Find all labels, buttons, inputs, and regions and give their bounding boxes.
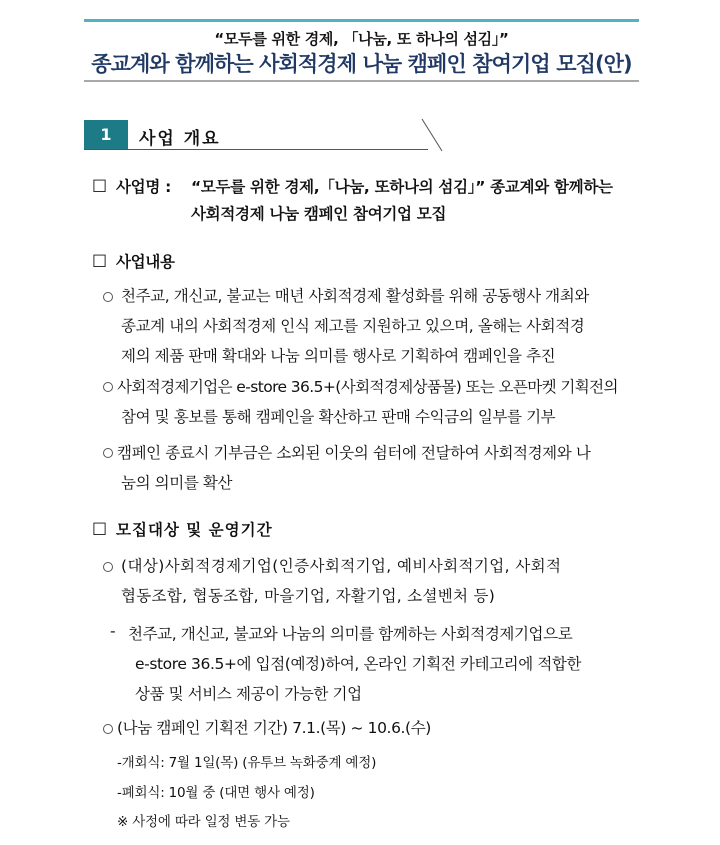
opening-ceremony: -개회식: 7월 1일(목) (유투브 녹화중계 예정) (117, 755, 377, 771)
content-item-1-line-1: 천주교, 개신교, 불교는 매년 사회적경제 활성화를 위해 공동행사 개최와 (121, 287, 589, 305)
schedule-note: ※ 사정에 따라 일정 변동 가능 (117, 814, 290, 830)
dash-bullet: - (110, 622, 116, 640)
section-slash-decoration (421, 118, 443, 152)
checkbox-square: □ (92, 518, 108, 537)
checkbox-square: □ (92, 175, 108, 194)
target-dash-line-2: e-store 36.5+에 입점(예정)하여, 온라인 기획전 카테고리에 적합한 (135, 655, 582, 673)
content-label: 사업내용 (116, 253, 175, 271)
content-item-1-line-2: 종교계 내의 사회적경제 인식 제고를 지원하고 있으며, 올해는 사회적경 (121, 317, 585, 335)
target-label: 모집대상 및 운영기간 (116, 521, 273, 539)
checkbox-square: □ (92, 250, 108, 269)
target-item-1-line-1: (대상)사회적경제기업(인증사회적기업, 예비사회적기업, 사회적 (121, 557, 562, 575)
bullet-circle-icon (103, 448, 113, 458)
name-line-1: “모두를 위한 경제,「나눔, 또하나의 섬김」” 종교계와 함께하는 (191, 178, 613, 196)
content-item-3-line-2: 눔의 의미를 확산 (121, 474, 233, 492)
name-label: 사업명 : (116, 178, 172, 196)
document-subtitle: “모두를 위한 경제, 「나눔, 또 하나의 섬김」” (214, 30, 509, 48)
content-item-1-line-3: 제의 제품 판매 확대와 나눔 의미를 행사로 기획하여 캠페인을 추진 (121, 347, 556, 365)
target-dash-line-3: 상품 및 서비스 제공이 가능한 기업 (135, 685, 362, 703)
document-title: 종교계와 함께하는 사회적경제 나눔 캠페인 참여기업 모집(안) (91, 52, 632, 76)
bullet-circle-icon (103, 562, 113, 572)
section-underline (84, 149, 428, 150)
content-item-3-line-1: 캠페인 종료시 기부금은 소외된 이웃의 쉼터에 전달하여 사회적경제와 나 (117, 444, 591, 462)
content-item-2-line-2: 참여 및 홍보를 통해 캠페인을 확산하고 판매 수익금의 일부를 기부 (121, 408, 556, 426)
bullet-circle-icon (103, 724, 113, 734)
section-heading: 사업 개요 (139, 129, 221, 149)
section-number-badge: 1 (84, 120, 128, 150)
target-dash-line-1: 천주교, 개신교, 불교와 나눔의 의미를 함께하는 사회적경제기업으로 (128, 625, 573, 643)
content-item-2-line-1: 사회적경제기업은 e-store 36.5+(사회적경제상품몰) 또는 오픈마켓 기획전의 (117, 378, 618, 396)
closing-ceremony: -폐회식: 10월 중 (대면 행사 예정) (117, 785, 315, 801)
campaign-period: (나눔 캠페인 기획전 기간) 7.1.(목) ~ 10.6.(수) (117, 719, 431, 737)
target-item-1-line-2: 협동조합, 협동조합, 마을기업, 자활기업, 소셜벤처 등) (121, 587, 496, 605)
name-line-2: 사회적경제 나눔 캠페인 참여기업 모집 (191, 205, 447, 223)
header-bottom-rule (84, 80, 639, 82)
bullet-circle-icon (103, 292, 113, 302)
bullet-circle-icon (103, 382, 113, 392)
header-top-rule (84, 19, 639, 22)
